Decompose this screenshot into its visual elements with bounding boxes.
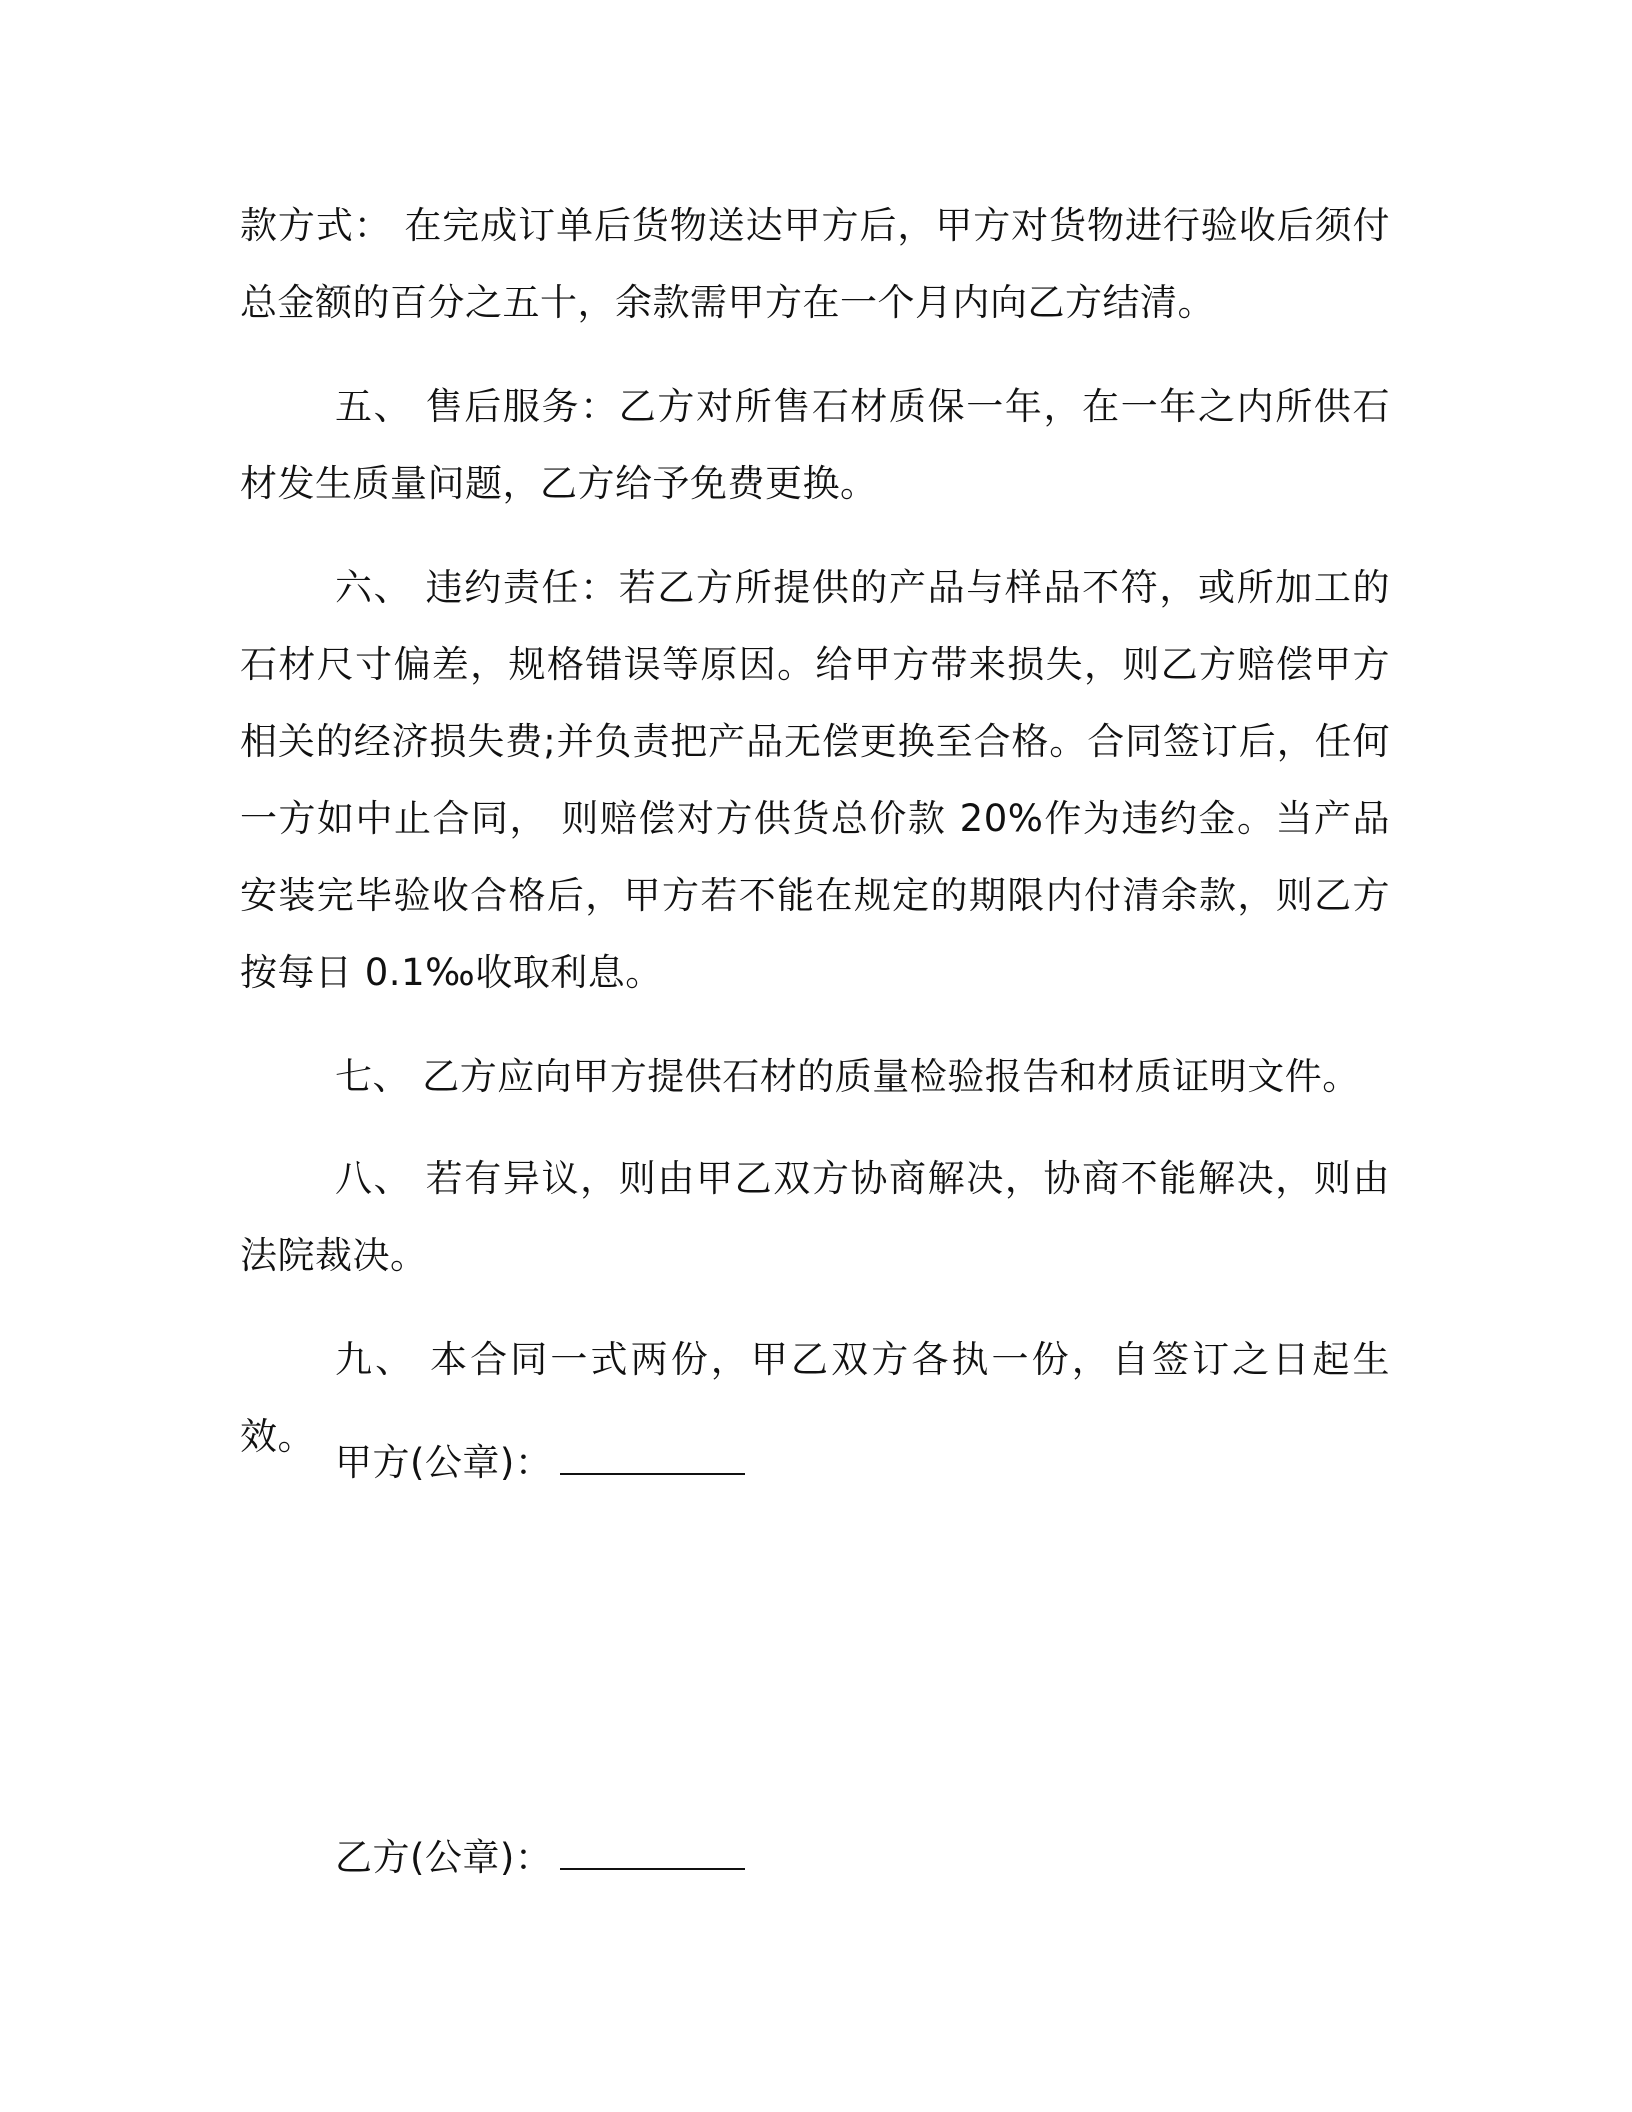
payment-terms-paragraph: 款方式： 在完成订单后货物送达甲方后，甲方对货物进行验收后须付总金额的百分之五十，余款需甲方在一个月内向乙方结清。 bbox=[240, 204, 1390, 324]
after-sales-paragraph: 五、 售后服务：乙方对所售石材质保一年，在一年之内所供石材发生质量问题，乙方给予免费更换。 bbox=[240, 385, 1390, 505]
party-b-signature-line bbox=[335, 1819, 745, 1896]
party-a-signature-blank bbox=[560, 1433, 745, 1475]
party-a-signature-line bbox=[335, 1424, 745, 1501]
party-b-signature-blank bbox=[560, 1828, 745, 1870]
contract-copies-paragraph: 九、 本合同一式两份，甲乙双方各执一份，自签订之日起生效。 bbox=[240, 1338, 1390, 1458]
breach-liability-paragraph: 六、 违约责任：若乙方所提供的产品与样品不符，或所加工的石材尺寸偏差，规格错误等原因。给甲方带来损失，则乙方赔偿甲方相关的经济损失费;并负责把产品无偿更换至合格。合同签订后，任何一方如中止合同， 则赔偿对方供货总价款 20%作为违约金。当产品安装完毕验收合格后，甲方若不能在规定的期限内付清余款，则乙方按每日 0.1‰收取利息。 bbox=[240, 566, 1390, 994]
party-b-label: 乙方(公章)： bbox=[335, 1836, 553, 1879]
dispute-resolution-paragraph: 八、 若有异议，则由甲乙双方协商解决，协商不能解决，则由法院裁决。 bbox=[240, 1157, 1390, 1277]
contract-body bbox=[240, 187, 1390, 1475]
inspection-report-paragraph: 七、 乙方应向甲方提供石材的质量检验报告和材质证明文件。 bbox=[335, 1055, 1360, 1098]
party-a-label: 甲方(公章)： bbox=[335, 1441, 553, 1484]
